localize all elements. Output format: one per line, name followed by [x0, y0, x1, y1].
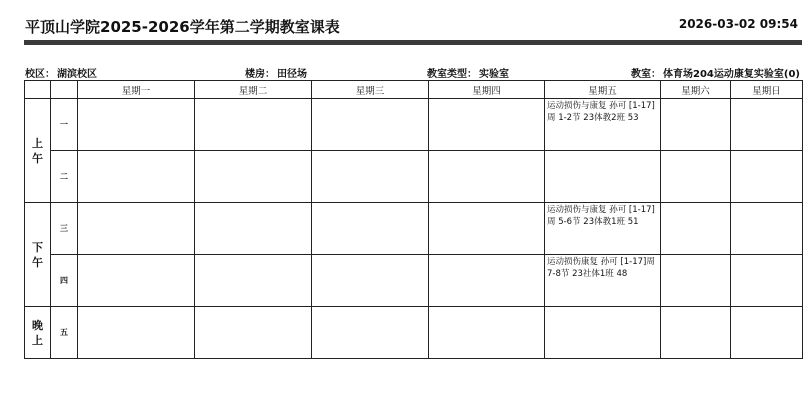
cell-sat-4 [661, 255, 731, 307]
page-title: 平顶山学院2025-2026学年第二学期教室课表 [25, 18, 340, 36]
building-label: 楼房： [245, 69, 275, 80]
room-type-value: 实验室 [479, 69, 509, 80]
cell-wed-1 [312, 99, 429, 151]
day-header-sun: 星期日 [731, 81, 803, 99]
slot-label: 二 [51, 151, 78, 203]
cell-fri-4 [545, 255, 661, 307]
cell-sat-5 [661, 307, 731, 359]
room-label: 教室： [631, 69, 662, 80]
cell-tue-2 [195, 151, 312, 203]
day-header-mon: 星期一 [78, 81, 195, 99]
course-entry: 运动损伤与康复 孙可 [1-17]周 1-2节 23体教2班 53 [547, 101, 655, 123]
cell-mon-2 [78, 151, 195, 203]
day-header-fri: 星期五 [545, 81, 661, 99]
cell-sat-3 [661, 203, 731, 255]
cell-fri-3 [545, 203, 661, 255]
period-morning [25, 99, 51, 203]
cell-mon-5 [78, 307, 195, 359]
cell-mon-4 [78, 255, 195, 307]
cell-wed-3 [312, 203, 429, 255]
campus-value: 湖滨校区 [57, 69, 97, 80]
cell-sun-3 [731, 203, 803, 255]
course-entry: 运动损伤与康复 孙可 [1-17]周 5-6节 23体教1班 51 [547, 205, 655, 227]
cell-fri-5 [545, 307, 661, 359]
cell-wed-4 [312, 255, 429, 307]
slot-label: 四 [51, 255, 78, 307]
cell-fri-1 [545, 99, 661, 151]
period-label: 下午 [32, 240, 43, 269]
campus-info [25, 65, 97, 80]
table-row [25, 307, 803, 359]
cell-tue-5 [195, 307, 312, 359]
cell-thu-4 [429, 255, 545, 307]
slot-label: 三 [51, 203, 78, 255]
cell-wed-2 [312, 151, 429, 203]
table-row [25, 255, 803, 307]
corner-cell [51, 81, 78, 99]
cell-tue-1 [195, 99, 312, 151]
period-label: 晚上 [32, 318, 43, 347]
cell-tue-3 [195, 203, 312, 255]
table-row [25, 151, 803, 203]
period-evening [25, 307, 51, 359]
schedule-table [24, 80, 803, 359]
cell-mon-1 [78, 99, 195, 151]
cell-sun-2 [731, 151, 803, 203]
cell-sat-1 [661, 99, 731, 151]
room-value: 体育场204运动康复实验室(0) [663, 69, 800, 80]
period-afternoon [25, 203, 51, 307]
cell-sun-5 [731, 307, 803, 359]
course-entry: 运动损伤康复 孙可 [1-17]周 7-8节 23社体1班 48 [547, 257, 655, 279]
header-rule [24, 40, 802, 45]
table-row [25, 203, 803, 255]
cell-wed-5 [312, 307, 429, 359]
building-info [245, 65, 307, 80]
period-label: 上午 [32, 136, 43, 165]
table-row [25, 99, 803, 151]
day-header-thu: 星期四 [429, 81, 545, 99]
cell-thu-5 [429, 307, 545, 359]
cell-mon-3 [78, 203, 195, 255]
slot-label: 五 [51, 307, 78, 359]
cell-sat-2 [661, 151, 731, 203]
cell-thu-1 [429, 99, 545, 151]
header-row [25, 81, 803, 99]
cell-fri-2 [545, 151, 661, 203]
cell-tue-4 [195, 255, 312, 307]
slot-label: 一 [51, 99, 78, 151]
corner-cell [25, 81, 51, 99]
day-header-tue: 星期二 [195, 81, 312, 99]
cell-sun-4 [731, 255, 803, 307]
cell-sun-1 [731, 99, 803, 151]
campus-label: 校区： [25, 69, 55, 80]
building-value: 田径场 [277, 69, 307, 80]
day-header-wed: 星期三 [312, 81, 429, 99]
print-date: 2026-03-02 09:54 [678, 17, 798, 31]
cell-thu-2 [429, 151, 545, 203]
day-header-sat: 星期六 [661, 81, 731, 99]
room-type-info [427, 65, 509, 80]
room-type-label: 教室类型： [427, 69, 477, 80]
cell-thu-3 [429, 203, 545, 255]
room-info [631, 65, 800, 80]
